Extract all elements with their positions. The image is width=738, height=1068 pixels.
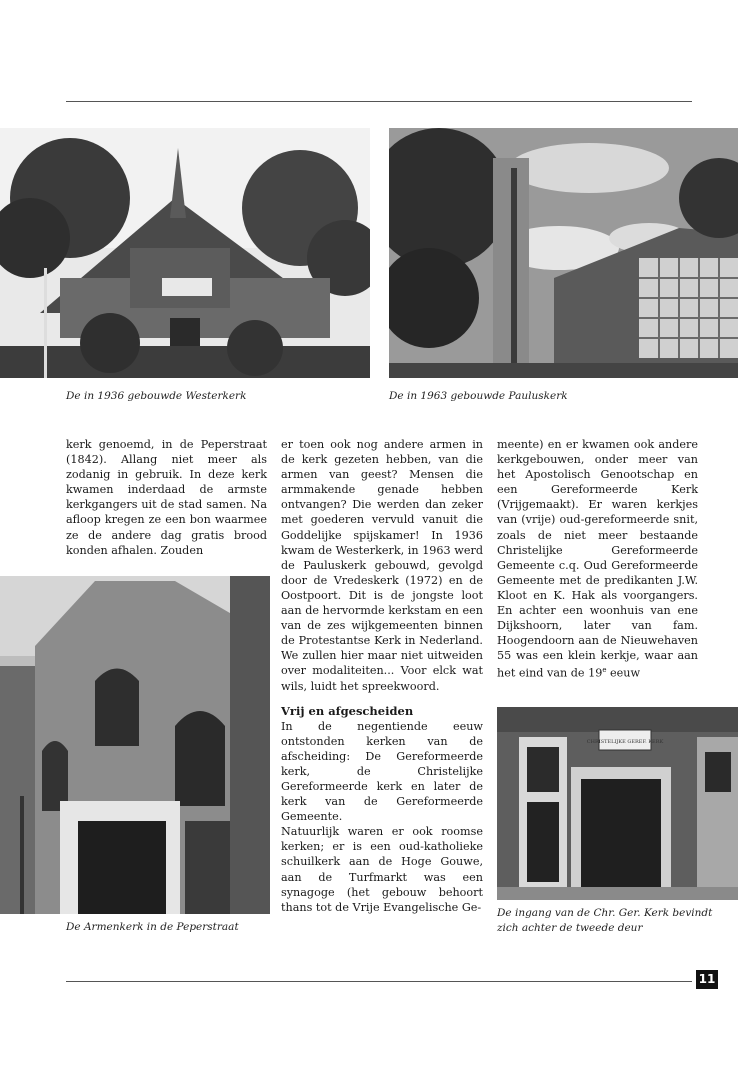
- ingang-caption-line-2: zich achter de tweede deur: [497, 922, 643, 934]
- westerkerk-photo: [0, 128, 370, 378]
- ingang-caption-line-1: De ingang van de Chr. Ger. Kerk bevindt: [497, 907, 713, 919]
- column-2-text: [281, 437, 483, 915]
- col2-paragraph-1: er toen ook nog andere armen in de kerk gezeten hebben, van die armen van geest? Mensen die armmakende genade hebben ontvangen? Die werden dan zeker met goederen vervuld vanuit die Goddelijke spijskamer! In 1936 kwam de Westerkerk, in 1963 werd de Pauluskerk gebouwd, gevolgd door de Vredeskerk (1972) en de Oostpoort. Dit is de jongste loot aan de hervormde kerkstam en een van de zes wijkgemeenten binnen de Protestantse Kerk in Nederland. We zullen hier maar niet uitweiden over modaliteiten... Voor elck wat wils, luidt het spreekwoord.: [281, 438, 483, 693]
- col3-superscript: e: [602, 666, 607, 675]
- column-1-text: [66, 437, 267, 558]
- westerkerk-caption: De in 1936 gebouwde Westerkerk: [66, 390, 247, 402]
- pauluskerk-photo: [389, 128, 738, 378]
- col3-tail: eeuw: [606, 667, 641, 681]
- section-heading: Vrij en afgescheiden: [281, 703, 414, 718]
- col2-paragraph-3: Natuurlijk waren er ook roomse kerken; er is een oud-katholieke schuilkerk aan de Hoge Gouwe, aan de Turfmarkt was een synagoge (het gebouw behoort thans tot de Vrije Evangelische Ge-: [281, 825, 483, 914]
- col2-paragraph-2: In de negentiende eeuw ontstonden kerken van de afscheiding: De Gereformeerde kerk, de Christelijke Gereformeerde kerk en later de kerk van de Gereformeerde Gemeente.: [281, 719, 483, 824]
- bottom-rule: [66, 981, 692, 982]
- armenkerk-caption: De Armenkerk in de Peperstraat: [66, 921, 239, 933]
- church-sign: CHRISTELIJKE GEREF. KERK: [586, 739, 664, 745]
- pauluskerk-caption: De in 1963 gebouwde Pauluskerk: [389, 390, 568, 402]
- ingang-photo: [497, 707, 738, 900]
- col3-body: meente) en er kwamen ook andere kerkgebouwen, onder meer van het Apostolisch Genootschap en een Gereformeerde Kerk (Vrijgemaakt). Er waren kerkjes van (vrije) oud-gereformeerde snit, zoals de niet meer bestaande Christelijke Gereformeerde Gemeente c.q. Oud Gereformeerde Gemeente met de predikanten J.W. Kloot en K. Hak als voorgangers. En achter een woonhuis van ene Dijkshoorn, later van fam. Hoogendoorn aan de Nieuwehaven 55 was een klein kerkje, waar aan het eind van de 19: [497, 438, 698, 681]
- page-number: 11: [696, 970, 718, 989]
- top-rule: [66, 101, 692, 102]
- col1-paragraph: kerk genoemd, in de Peperstraat (1842). Allang niet meer als zodanig in gebruik. In deze kerk kwamen inderdaad de armste kerkgangers uit de stad samen. Na afloop kregen ze een bon waarmee ze de andere dag gratis brood konden afhalen. Zouden: [66, 438, 267, 557]
- ingang-caption: [497, 906, 712, 936]
- column-3-text: [497, 437, 698, 681]
- col3-paragraph: [497, 437, 698, 681]
- armenkerk-photo: [0, 576, 270, 914]
